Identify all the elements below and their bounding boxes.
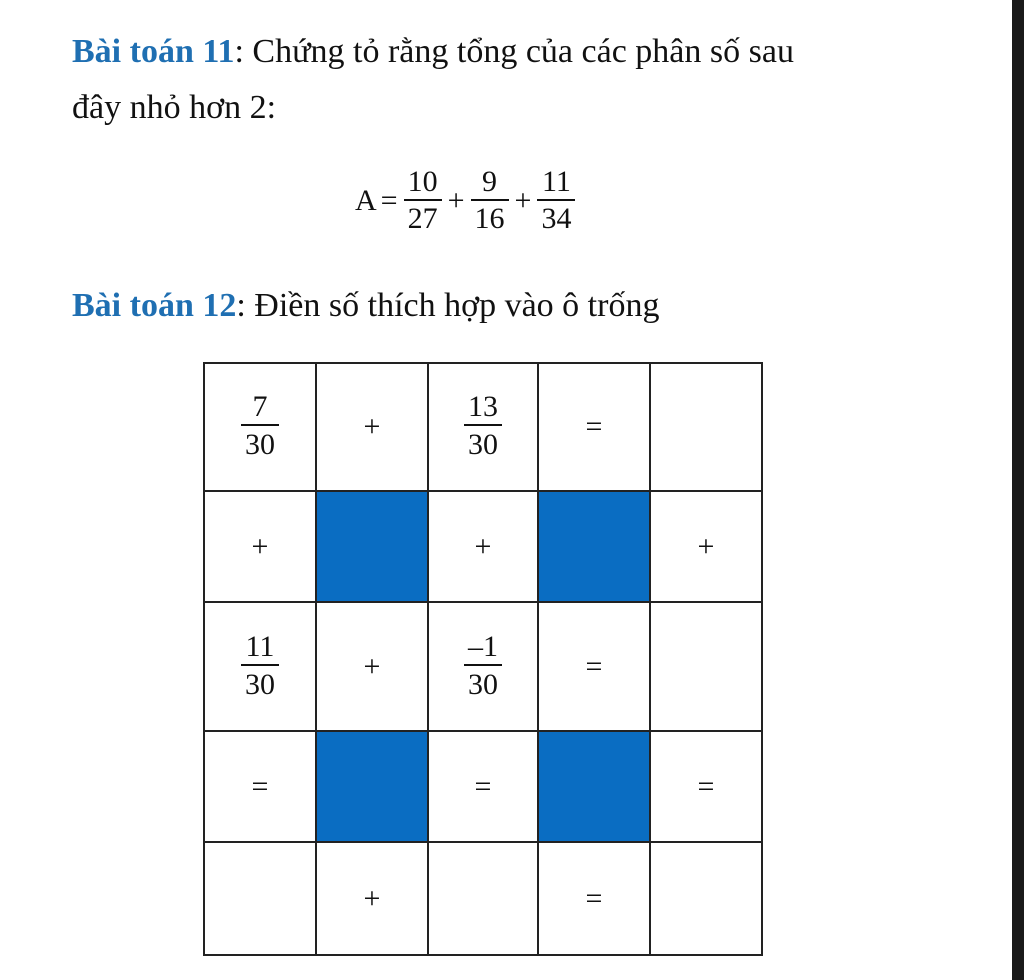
denominator: 30 (468, 667, 498, 701)
grid-cell-operator: + (316, 602, 428, 731)
equation-lhs: A (355, 184, 377, 217)
denominator: 34 (541, 202, 572, 235)
grid-cell-operator: = (538, 602, 650, 731)
grid-cell-filled (316, 491, 428, 602)
denominator: 30 (245, 667, 275, 701)
denominator: 16 (474, 202, 505, 235)
grid-cell-operator: + (428, 491, 538, 602)
plus-sign: + (447, 184, 465, 217)
grid-cell-operator: = (538, 842, 650, 955)
denominator: 30 (468, 428, 498, 461)
numerator: 10 (407, 165, 438, 198)
grid-cell-empty[interactable] (428, 842, 538, 955)
grid-cell-filled (538, 491, 650, 602)
plus-sign: + (514, 184, 532, 217)
fraction-3 (537, 165, 575, 237)
problem-11-statement (72, 24, 972, 136)
window-edge (1012, 0, 1024, 980)
numerator: 9 (482, 165, 498, 198)
grid-cell-operator: + (204, 491, 316, 602)
grid-cell (204, 602, 316, 731)
grid-cell (428, 602, 538, 731)
grid-cell-operator: + (316, 842, 428, 955)
equation-a (355, 160, 577, 242)
grid-cell-operator: = (428, 731, 538, 842)
fraction (241, 390, 279, 464)
denominator: 30 (245, 428, 275, 461)
grid-cell (204, 363, 316, 491)
fraction (464, 390, 502, 464)
grid-cell-operator: = (538, 363, 650, 491)
grid-cell-operator: = (204, 731, 316, 842)
grid-cell-filled (538, 731, 650, 842)
fraction-1 (404, 165, 442, 237)
numerator: 11 (245, 629, 275, 663)
numerator: 11 (541, 165, 571, 198)
grid-cell-empty[interactable] (204, 842, 316, 955)
numerator: –1 (468, 629, 498, 663)
grid-cell-empty[interactable] (650, 363, 762, 491)
grid-cell-operator: + (650, 491, 762, 602)
numerator: 13 (468, 390, 498, 423)
grid-cell-filled (316, 731, 428, 842)
grid-cell (428, 363, 538, 491)
problem-11-text-line2: đây nhỏ hơn 2: (72, 89, 277, 126)
numerator: 7 (252, 390, 268, 423)
grid-cell-empty[interactable] (650, 602, 762, 731)
problem-12-text: : Điền số thích hợp vào ô trống (236, 287, 660, 324)
problem-11-text: : Chứng tỏ rằng tổng của các phân số sau (234, 33, 794, 70)
fraction (241, 630, 279, 704)
equals-sign: = (380, 184, 398, 217)
grid-cell-operator: = (650, 731, 762, 842)
grid-cell-operator: + (316, 363, 428, 491)
problem-12-label: Bài toán 12 (72, 287, 237, 324)
grid-cell-empty[interactable] (650, 842, 762, 955)
problem-11-label: Bài toán 11 (72, 33, 235, 70)
magic-fraction-grid (203, 362, 763, 956)
fraction (464, 630, 502, 704)
problem-12-statement (72, 282, 659, 330)
denominator: 27 (407, 202, 438, 235)
fraction-2 (471, 165, 509, 237)
